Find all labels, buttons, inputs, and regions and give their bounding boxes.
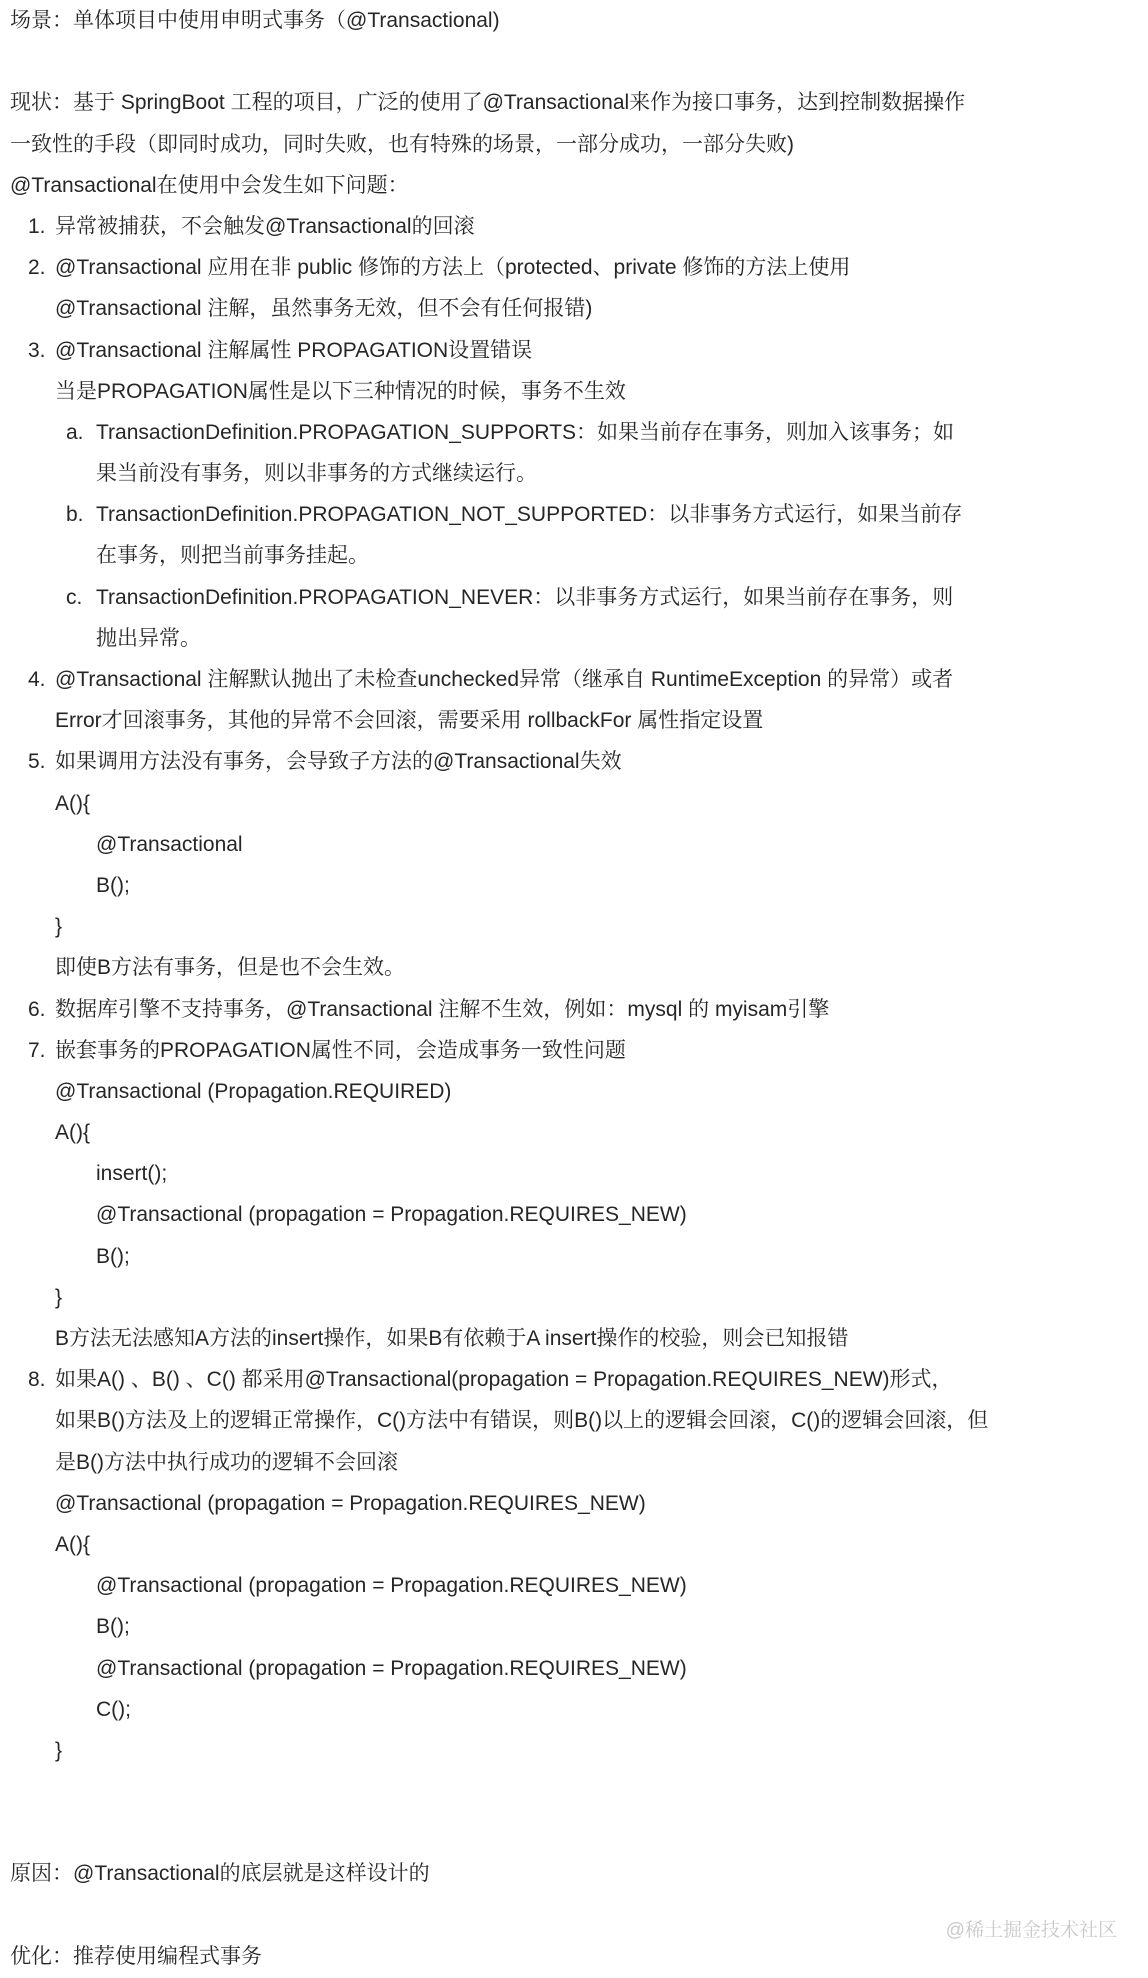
line-text: }	[55, 1738, 63, 1762]
text-line	[0, 577, 1148, 618]
line-text: 原因：@Transactional的底层就是这样设计的	[10, 1862, 430, 1886]
blank-line	[0, 41, 1148, 82]
line-text: 当是PROPAGATION属性是以下三种情况的时候，事务不生效	[55, 379, 626, 403]
line-text: Error才回滚事务，其他的异常不会回滚，需要采用 rollbackFor 属性指定设置	[55, 709, 764, 733]
list-marker: a.	[66, 420, 84, 444]
line-text: 数据库引擎不支持事务，@Transactional 注解不生效，例如：mysql 的 myisam引擎	[55, 997, 830, 1021]
text-line	[0, 947, 1148, 988]
text-line	[0, 1030, 1148, 1071]
line-text: 在事务，则把当前事务挂起。	[96, 544, 369, 568]
text-line	[0, 371, 1148, 412]
watermark: @稀土掘金技术社区	[945, 1920, 1117, 1941]
line-text	[0, 1821, 6, 1844]
text-line	[0, 1153, 1148, 1194]
text-line	[0, 1359, 1148, 1400]
line-text: @Transactional 注解，虽然事务无效，但不会有任何报错)	[55, 297, 593, 321]
text-line	[0, 0, 1148, 41]
line-text: 果当前没有事务，则以非事务的方式继续运行。	[96, 462, 537, 486]
line-text: 嵌套事务的PROPAGATION属性不同，会造成事务一致性问题	[55, 1038, 626, 1062]
line-text: @Transactional (Propagation.REQUIRED)	[55, 1079, 452, 1103]
text-line	[0, 1194, 1148, 1235]
text-line	[0, 1565, 1148, 1606]
text-line	[0, 1483, 1148, 1524]
line-text: @Transactional (propagation = Propagation.REQUIRES_NEW)	[55, 1491, 646, 1515]
line-text: @Transactional	[96, 832, 243, 856]
line-text: @Transactional在使用中会发生如下问题：	[10, 173, 409, 197]
text-line	[0, 1318, 1148, 1359]
text-line	[0, 1112, 1148, 1153]
text-line	[0, 1236, 1148, 1277]
line-text: 一致性的手段（即同时成功，同时失败，也有特殊的场景，一部分成功，一部分失败)	[10, 132, 794, 156]
line-text: 异常被捕获，不会触发@Transactional的回滚	[55, 214, 475, 238]
line-text: }	[55, 1285, 63, 1309]
list-marker: 2.	[28, 256, 46, 280]
line-text: 优化：推荐使用编程式事务	[10, 1944, 262, 1968]
list-marker: 3.	[28, 338, 46, 362]
line-text: TransactionDefinition.PROPAGATION_SUPPORTS：如果当前存在事务，则加入该事务；如	[96, 420, 955, 444]
blank-line	[0, 1812, 1148, 1853]
list-marker: 6.	[28, 997, 46, 1021]
text-line	[0, 700, 1148, 741]
text-line	[0, 1853, 1148, 1894]
text-line	[0, 1689, 1148, 1730]
text-line	[0, 1071, 1148, 1112]
text-line	[0, 906, 1148, 947]
line-text: B();	[96, 1244, 130, 1268]
line-text: insert();	[96, 1162, 168, 1186]
line-text: 场景：单体项目中使用申明式事务（@Transactional)	[10, 9, 500, 32]
line-text	[0, 1780, 6, 1803]
text-line	[0, 124, 1148, 165]
text-line	[0, 247, 1148, 288]
line-text: 如果A() 、B() 、C() 都采用@Transactional(propagation = Propagation.REQUIRES_NEW)形式，	[55, 1368, 953, 1392]
text-line	[0, 1524, 1148, 1565]
line-text: @Transactional 注解默认抛出了未检查unchecked异常（继承自 RuntimeException 的异常）或者	[55, 668, 954, 691]
text-line	[0, 288, 1148, 329]
text-line	[0, 1442, 1148, 1483]
text-line	[0, 1400, 1148, 1441]
text-line	[0, 1277, 1148, 1318]
line-text: B方法无法感知A方法的insert操作，如果B有依赖于A insert操作的校验，则会已知报错	[55, 1327, 849, 1350]
line-text: 即使B方法有事务，但是也不会生效。	[55, 956, 406, 980]
line-text: A(){	[55, 1532, 91, 1556]
text-line	[0, 535, 1148, 576]
line-text: @Transactional (propagation = Propagation.REQUIRES_NEW)	[96, 1574, 687, 1598]
blank-line	[0, 1771, 1148, 1812]
text-line	[0, 659, 1148, 700]
line-text	[0, 50, 6, 73]
text-line	[0, 1648, 1148, 1689]
text-line	[0, 865, 1148, 906]
line-text: B();	[96, 873, 130, 897]
line-text: 现状：基于 SpringBoot 工程的项目，广泛的使用了@Transactional来作为接口事务，达到控制数据操作	[10, 91, 966, 115]
list-marker: 4.	[28, 668, 46, 691]
line-text: 如果调用方法没有事务，会导致子方法的@Transactional失效	[55, 750, 622, 774]
line-text: B();	[96, 1615, 130, 1639]
text-line	[0, 165, 1148, 206]
text-line	[0, 206, 1148, 247]
text-line	[0, 824, 1148, 865]
list-marker: 5.	[28, 750, 46, 774]
line-text: TransactionDefinition.PROPAGATION_NEVER：以非事务方式运行，如果当前存在事务，则	[96, 585, 954, 609]
line-text: 抛出异常。	[96, 626, 201, 650]
text-line	[0, 1606, 1148, 1647]
line-text: @Transactional 注解属性 PROPAGATION设置错误	[55, 338, 533, 362]
line-text: C();	[96, 1697, 131, 1721]
list-marker: 1.	[28, 214, 46, 238]
text-line	[0, 783, 1148, 824]
text-line	[0, 453, 1148, 494]
line-text: @Transactional 应用在非 public 修饰的方法上（protected、private 修饰的方法上使用	[55, 256, 851, 280]
text-line	[0, 494, 1148, 535]
line-text: @Transactional (propagation = Propagation.REQUIRES_NEW)	[96, 1203, 687, 1227]
line-text: A(){	[55, 1121, 91, 1145]
list-marker: 8.	[28, 1368, 46, 1392]
list-marker: c.	[66, 585, 83, 609]
text-line	[0, 412, 1148, 453]
text-line	[0, 330, 1148, 371]
line-text: A(){	[55, 791, 91, 815]
line-text: 是B()方法中执行成功的逻辑不会回滚	[55, 1450, 398, 1474]
line-text	[0, 1904, 6, 1927]
text-line	[0, 989, 1148, 1030]
list-marker: b.	[66, 503, 84, 527]
text-line	[0, 741, 1148, 782]
text-line	[0, 82, 1148, 123]
line-text: 如果B()方法及上的逻辑正常操作，C()方法中有错误，则B()以上的逻辑会回滚，C()的逻辑会回滚，但	[55, 1409, 989, 1433]
line-text: @Transactional (propagation = Propagation.REQUIRES_NEW)	[96, 1656, 687, 1680]
line-text: }	[55, 915, 63, 939]
list-marker: 7.	[28, 1038, 46, 1062]
line-text: TransactionDefinition.PROPAGATION_NOT_SUPPORTED：以非事务方式运行，如果当前存	[96, 503, 963, 527]
text-line	[0, 618, 1148, 659]
text-line	[0, 1730, 1148, 1771]
